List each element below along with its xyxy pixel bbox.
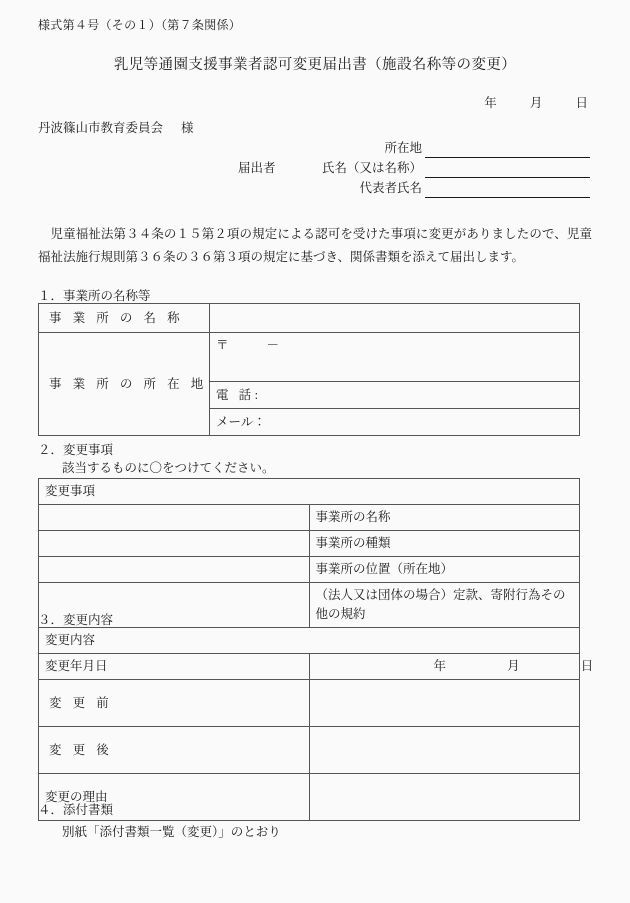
- submitter-address-label: 所在地: [384, 141, 422, 156]
- facility-mail-input[interactable]: [210, 409, 580, 436]
- addressee-honorific: 様: [181, 121, 194, 135]
- change-after-label: 変 更 後: [39, 727, 310, 774]
- table-row: [39, 680, 580, 727]
- facility-tel-label: 電 話:: [216, 387, 262, 402]
- facility-address-label: 事 業 所 の 所 在 地: [39, 333, 210, 436]
- table-row: [39, 727, 580, 774]
- facility-table: [38, 303, 580, 436]
- table-row: [39, 333, 580, 382]
- change-before-label: 変 更 前: [39, 680, 310, 727]
- change-date-units: [316, 659, 594, 673]
- submitter-lead-label: 届出者: [238, 161, 276, 176]
- change-reason-input[interactable]: [309, 774, 580, 821]
- change-date-input[interactable]: [309, 654, 594, 680]
- table-row: [39, 654, 580, 680]
- change-items-table: [38, 478, 580, 628]
- change-item-mark-1[interactable]: [39, 531, 310, 557]
- document-title: 乳児等通園支援事業者認可変更届出書（施設名称等の変更）: [113, 57, 517, 73]
- change-before-input[interactable]: [309, 680, 580, 727]
- table-row: [39, 557, 580, 583]
- submitter-address-input[interactable]: [425, 142, 590, 158]
- submitter-representative-label: 代表者氏名: [359, 181, 422, 196]
- facility-name-input[interactable]: [210, 304, 580, 333]
- change-item-mark-0[interactable]: [39, 505, 310, 531]
- change-item-mark-2[interactable]: [39, 557, 310, 583]
- date-line: [484, 94, 588, 113]
- change-date-day-label: 日: [580, 659, 594, 674]
- facility-mail-label: メール：: [216, 414, 266, 429]
- postal-line: [216, 338, 279, 352]
- section4-heading: ４．添付書類: [38, 803, 114, 817]
- section3-heading: ３．変更内容: [38, 613, 114, 627]
- facility-postal-input[interactable]: [210, 333, 580, 382]
- table-row: [39, 774, 580, 821]
- change-item-label-2: 事業所の位置（所在地）: [309, 557, 580, 583]
- section2-instruction: 該当するものに〇をつけてください。: [62, 461, 275, 475]
- table-row: [39, 505, 580, 531]
- body-paragraph: 児童福祉法第３４条の１５第２項の規定による認可を受けた事項に変更がありましたので、児童福祉法施行規則第３６条の３６第３項の規定に基づき、関係書類を添えて届出します。: [38, 227, 592, 265]
- submitter-name-label: 氏名（又は名称）: [321, 161, 422, 176]
- table-row: [39, 583, 580, 628]
- table-row: [39, 304, 580, 333]
- addressee-name: 丹波篠山市教育委員会: [38, 121, 164, 135]
- submitter-name-input[interactable]: [425, 162, 590, 178]
- change-item-label-1: 事業所の種類: [309, 531, 580, 557]
- section2-heading: ２．変更事項: [38, 443, 114, 457]
- section1-heading: １．事業所の名称等: [38, 289, 151, 303]
- section4-detail: 別紙「添付書類一覧（変更）」のとおり: [62, 825, 281, 839]
- change-item-label-0: 事業所の名称: [309, 505, 580, 531]
- submitter-block: [238, 138, 590, 198]
- change-date-year-label: 年: [433, 659, 447, 674]
- change-detail-table: [38, 627, 594, 821]
- change-reason-label: 変更の理由: [39, 774, 310, 821]
- change-item-label-3: （法人又は団体の場合）定款、寄附行為その他の規約: [309, 583, 580, 628]
- addressee: [38, 119, 194, 138]
- table-header-row: [39, 628, 580, 654]
- change-after-input[interactable]: [309, 727, 580, 774]
- form-code: 様式第４号（その１）（第７条関係）: [38, 18, 242, 32]
- facility-name-label: 事 業 所 の 名 称: [39, 304, 210, 333]
- date-day-label: 日: [575, 96, 588, 110]
- facility-tel-input[interactable]: [210, 382, 580, 409]
- change-detail-header: 変更内容: [39, 628, 580, 654]
- table-row: [39, 531, 580, 557]
- change-date-month-label: 月: [507, 659, 520, 674]
- submitter-address-row: [238, 138, 590, 158]
- postal-dash: －: [266, 338, 280, 352]
- change-items-header: 変更事項: [39, 479, 580, 505]
- submitter-name-row: [238, 158, 590, 178]
- submitter-representative-row: [238, 178, 590, 198]
- date-year-label: 年: [484, 96, 497, 110]
- date-month-label: 月: [529, 96, 543, 110]
- submitter-representative-input[interactable]: [425, 182, 590, 198]
- change-date-label: 変更年月日: [39, 654, 310, 680]
- postal-symbol: 〒: [216, 338, 229, 352]
- table-header-row: [39, 479, 580, 505]
